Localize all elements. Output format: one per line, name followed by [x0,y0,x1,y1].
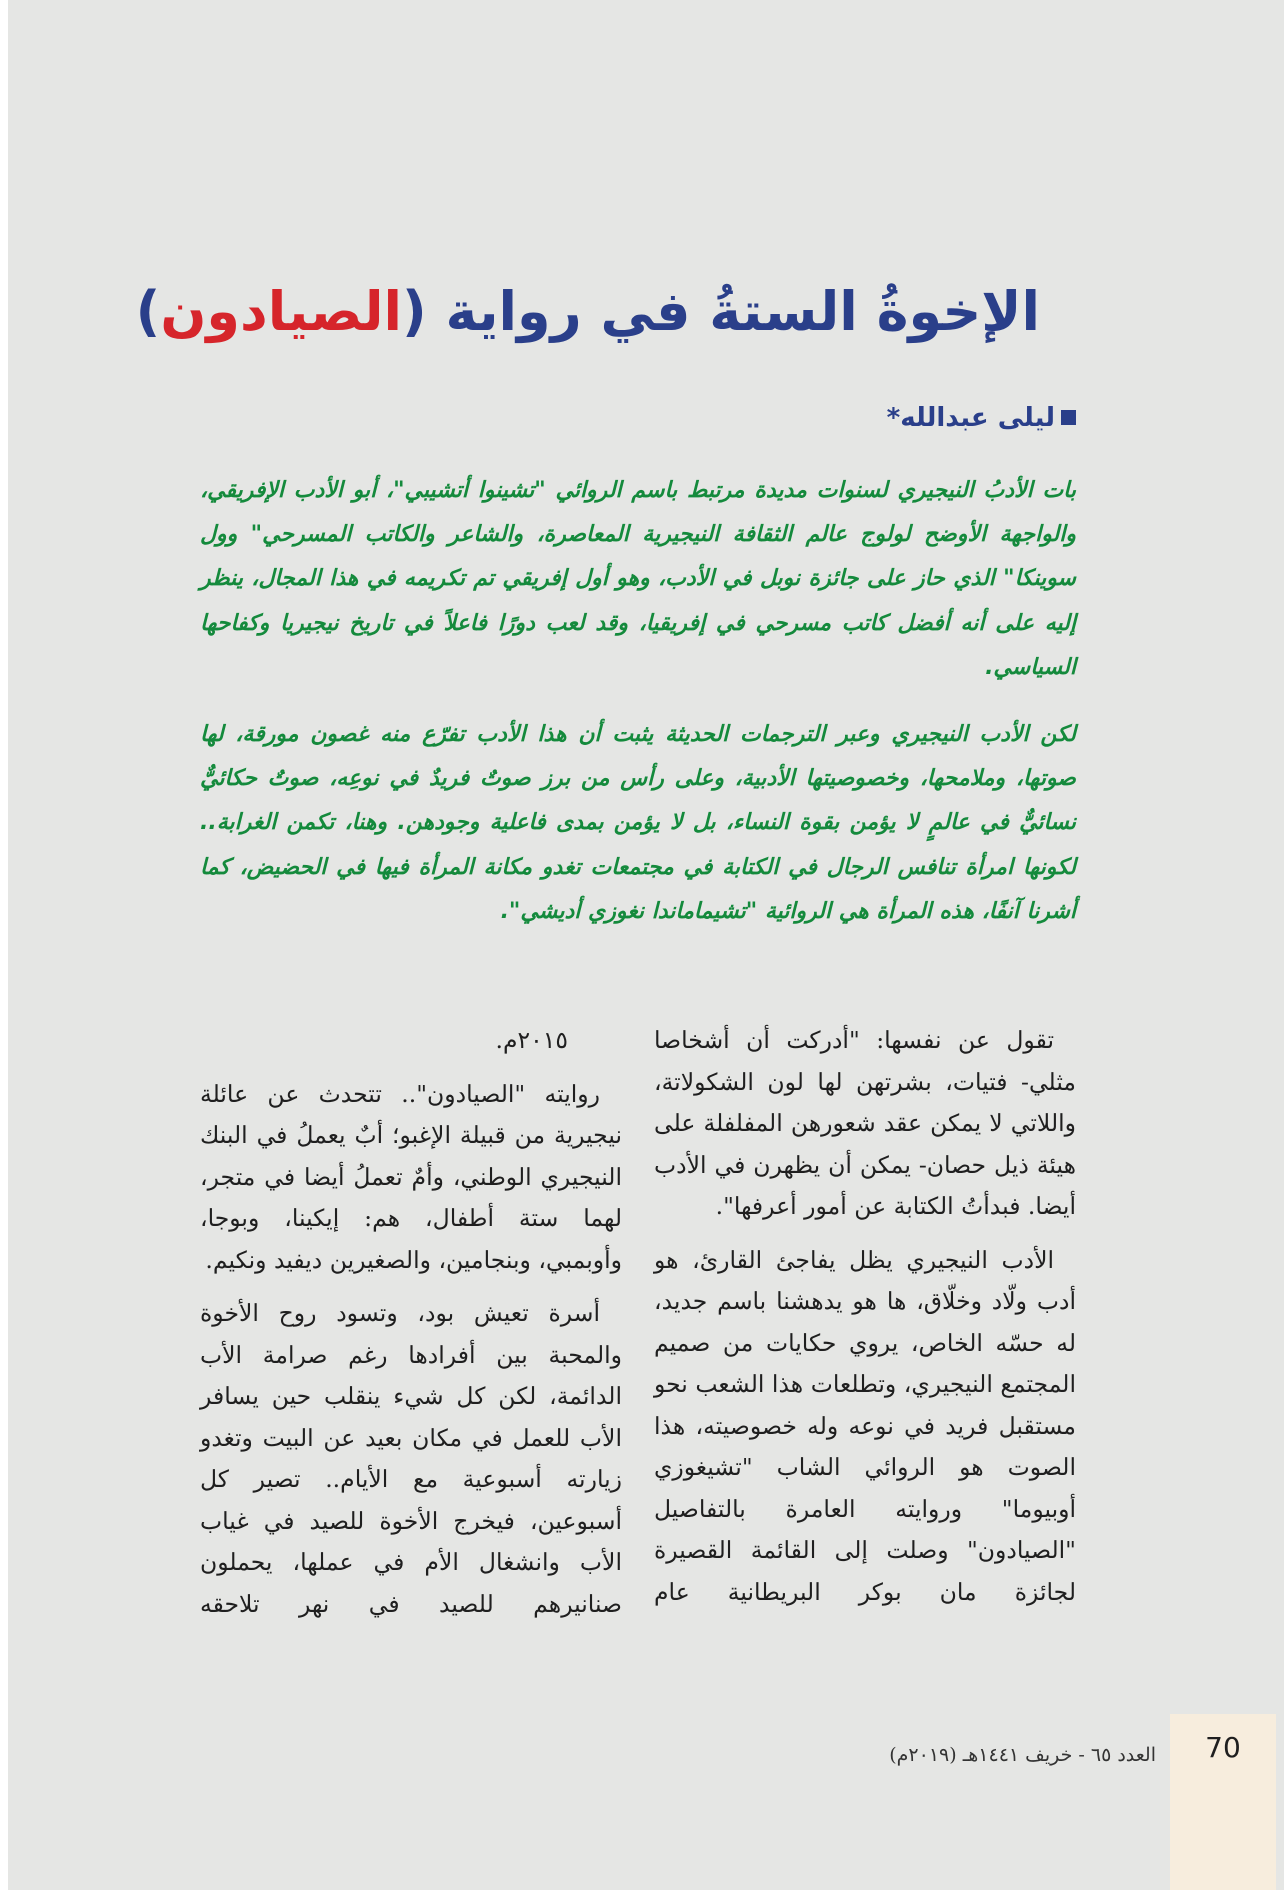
article-title-highlight: الصيادون [160,280,403,343]
lead-paragraph: بات الأدبُ النيجيري لسنوات مديدة مرتبط باسم الروائي "تشينوا أتشيبي"، أبو الأدب الإفريقي، والواجهة الأوضح لولوج عالم الثقافة النيجيرية المعاصرة، والشاعر والكاتب المسرحي" وول سوينكا" الذي حاز على جائزة نوبل في الأدب، وهو أول إفريقي تم تكريمه في هذا المجال، ينظر إليه على أنه أفضل كاتب مسرحي في إفريقيا، وقد لعب دورًا فاعلاً في تاريخ نيجيريا وكفاحها السياسي. [200,478,1076,680]
issue-label: العدد ٦٥ - خريف ١٤٤١هـ (٢٠١٩م) [889,1744,1156,1766]
square-bullet-icon [1061,410,1076,425]
page-number: 70 [1205,1731,1241,1764]
article-title [135,272,1040,352]
body-paragraph: تقول عن نفسها: "أدركت أن أشخاصا مثلي- فتيات، بشرتهن لها لون الشكولاتة، واللاتي لا يمكن عقد شعورهن المفلفلة على هيئة ذيل حصان- يمكن أن يظهرن في الأدب أيضا. فبدأتُ الكتابة عن أمور أعرفها". [654,1026,1076,1220]
body-paragraph: الأدب النيجيري يظل يفاجئ القارئ، هو أدب ولّاد وخلّاق، ها هو يدهشنا باسم جديد، له حسّه الخاص، يروي حكايات من صميم المجتمع النيجيري، وتطلعات هذا الشعب نحو مستقبل فريد في نوعه وله خصوصيته، هذا الصوت هو الروائي الشاب "تشيغوزي أوبيوما" وروايته العامرة بالتفاصيل "الصيادون" وصلت إلى القائمة القصيرة لجائزة مان بوكر البريطانية عام [654,1245,1076,1606]
article-title-main: الإخوةُ الستةُ في رواية [445,280,1040,343]
body-column-left [200,1020,622,1637]
lead-paragraph: لكن الأدب النيجيري وعبر الترجمات الحديثة يثبت أن هذا الأدب تفرّع منه غصون مورقة، لها صوتها، وملامحها، وخصوصيتها الأدبية، وعلى رأس من برز صوتٌ فريدٌ في نوعِه، صوتٌ حكائيٌّ نسائيٌّ في عالمٍ لا يؤمن بقوة النساء، بل لا يؤمن بمدى فاعلية وجودهن. وهنا، تكمن الغرابة.. لكونها امرأة تنافس الرجال في الكتابة في مجتمعات تغدو مكانة المرأة فيها في الحضيض، كما أشرنا آنفًا، هذه المرأة هي الروائية "تشيماماندا نغوزي أديشي". [200,722,1076,924]
body-paragraph: ٢٠١٥م. [495,1026,568,1054]
body-paragraph: روايته "الصيادون".. تتحدث عن عائلة نيجيرية من قبيلة الإغبو؛ أبٌ يعملُ في البنك النيجيري الوطني، وأمٌ تعملُ أيضا في متجر، لهما ستة أطفال، هم: إيكينا، وبوجا، وأوبمبي، وبنجامين، والصغيرين ديفيد ونكيم. [200,1079,622,1274]
title-paren-open: ( [402,280,427,343]
title-paren-close: ) [135,280,161,343]
author-byline [887,398,1076,438]
author-name: ليلى عبدالله* [886,403,1055,433]
body-column-right [654,1020,1076,1625]
body-paragraph: أسرة تعيش بود، وتسود روح الأخوة والمحبة بين أفرادها رغم صرامة الأب الدائمة، لكن كل شيء ينقلب حين يسافر الأب للعمل في مكان بعيد عن البيت وتغدو زيارته أسبوعية مع الأيام.. تصير كل أسبوعين، فيخرج الأخوة للصيد في غياب الأب وانشغال الأم في عملها، يحملون صنانيرهم للصيد في نهر تلاحقه [200,1299,622,1618]
